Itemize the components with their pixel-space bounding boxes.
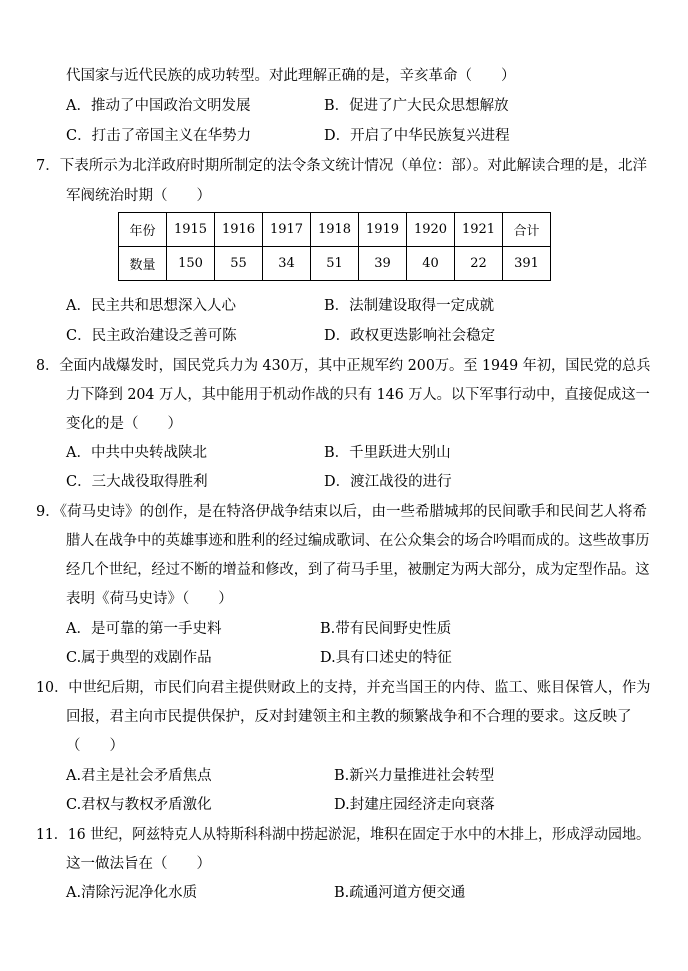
question-10-text: 10．中世纪后期，市民们向君主提供财政上的支持，并充当国王的内侍、监工、账目保管人，作为: [36, 680, 651, 696]
table-year-cell: 1919: [359, 213, 407, 247]
question-9-text: 9．《荷马史诗》的创作，是在特洛伊战争结束以后，由一些希腊城邦的民间歌手和民间艺人将希: [36, 504, 647, 520]
table-value-cell: 51: [311, 247, 359, 281]
question-7-text: 7．下表所示为北洋政府时期所制定的法令条文统计情况（单位：部）。对此解读合理的是，北洋: [36, 158, 647, 174]
table-year-cell: 1918: [311, 213, 359, 247]
option-a[interactable]: A．民主共和思想深入人心: [66, 298, 236, 314]
option-a[interactable]: A.清除污泥净化水质: [66, 885, 198, 901]
option-d[interactable]: D．开启了中华民族复兴进程: [324, 128, 510, 144]
question-7-text-cont: 军阀统治时期（ ）: [66, 188, 211, 204]
table-row: [119, 247, 551, 281]
option-b[interactable]: B．法制建设取得一定成就: [324, 298, 495, 314]
table-value-cell: 55: [215, 247, 263, 281]
question-8-text: 8．全面内战爆发时，国民党兵力为 430万，其中正规军约 200万。至 1949 年初，国民党的总兵: [36, 358, 651, 374]
table-row-label: 数量: [119, 247, 167, 281]
option-b[interactable]: B．千里跃进大别山: [324, 445, 451, 461]
option-d[interactable]: D.封建庄园经济走向衰落: [334, 797, 495, 813]
table-year-cell: 1915: [167, 213, 215, 247]
table-value-cell: 34: [263, 247, 311, 281]
table-total-value: 391: [503, 247, 551, 281]
option-b[interactable]: B.带有民间野史性质: [320, 621, 452, 637]
option-c[interactable]: C．民主政治建设乏善可陈: [66, 328, 237, 344]
question-10-text-cont: 回报，君主向市民提供保护，反对封建领主和主教的频繁战争和不合理的要求。这反映了: [66, 709, 632, 725]
question-8-text-cont: 变化的是（ ）: [66, 416, 182, 432]
option-d[interactable]: D．政权更迭影响社会稳定: [324, 328, 496, 344]
option-a[interactable]: A．推动了中国政治文明发展: [66, 98, 251, 114]
question-9-text-cont: 表明《荷马史诗》（ ）: [66, 591, 233, 607]
table-year-cell: 1921: [455, 213, 503, 247]
table-value-cell: 39: [359, 247, 407, 281]
option-d[interactable]: D.具有口述史的特征: [320, 650, 452, 666]
question-text: 代国家与近代民族的成功转型。对此理解正确的是，辛亥革命（ ）: [66, 68, 516, 84]
option-c[interactable]: C.君权与教权矛盾激化: [66, 797, 212, 813]
option-b[interactable]: B.新兴力量推进社会转型: [334, 768, 495, 784]
table-year-cell: 1916: [215, 213, 263, 247]
question-11-text-cont: 这一做法旨在（ ）: [66, 856, 211, 872]
table-year-cell: 1920: [407, 213, 455, 247]
question-9-text-cont: 经几个世纪，经过不断的增益和修改，到了荷马手里，被删定为两大部分，成为定型作品。这: [66, 562, 650, 578]
option-a[interactable]: A.君主是社会矛盾焦点: [66, 768, 212, 784]
option-b[interactable]: B.疏通河道方便交通: [334, 885, 466, 901]
table-total-header: 合计: [503, 213, 551, 247]
option-d[interactable]: D．渡江战役的进行: [324, 474, 452, 490]
option-c[interactable]: C.属于典型的戏剧作品: [66, 650, 212, 666]
option-a[interactable]: A．是可靠的第一手史料: [66, 621, 222, 637]
table-value-cell: 22: [455, 247, 503, 281]
table-header-cell: 年份: [119, 213, 167, 247]
option-c[interactable]: C．三大战役取得胜利: [66, 474, 208, 490]
option-c[interactable]: C．打击了帝国主义在华势力: [66, 128, 252, 144]
table-value-cell: 40: [407, 247, 455, 281]
law-statistics-table: [118, 212, 551, 281]
table-year-cell: 1917: [263, 213, 311, 247]
table-row: [119, 213, 551, 247]
option-b[interactable]: B．促进了广大民众思想解放: [324, 98, 509, 114]
table-value-cell: 150: [167, 247, 215, 281]
question-8-text-cont: 力下降到 204 万人，其中能用于机动作战的只有 146 万人。以下军事行动中，直接促成这一: [66, 387, 650, 403]
option-a[interactable]: A．中共中央转战陕北: [66, 445, 207, 461]
question-9-text-cont: 腊人在战争中的英雄事迹和胜利的经过编成歌词、在公众集会的场合吟唱而成的。这些故事历: [66, 533, 650, 549]
question-10-text-cont: （ ）: [66, 738, 124, 754]
question-11-text: 11．16 世纪，阿兹特克人从特斯科科湖中捞起淤泥，堆积在固定于水中的木排上，形成浮动园地。: [36, 827, 651, 843]
